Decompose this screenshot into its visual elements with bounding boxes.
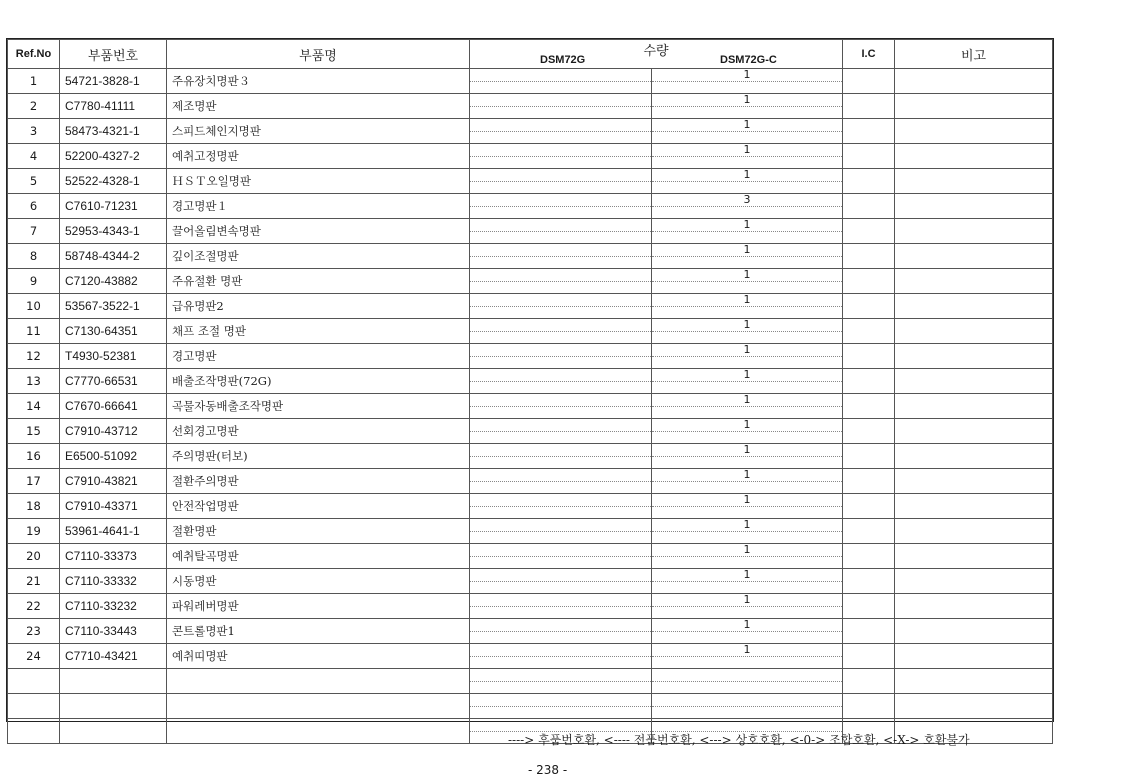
ref-no-cell: 4: [8, 144, 60, 169]
ic-cell: [843, 244, 895, 269]
ic-cell: [843, 144, 895, 169]
ref-no-cell: [8, 694, 60, 719]
ic-cell: [843, 694, 895, 719]
ref-no-cell: 3: [8, 119, 60, 144]
parts-table-frame: [6, 38, 1054, 722]
ref-no-cell: 14: [8, 394, 60, 419]
qty-dsm72g-c-cell: 1: [652, 644, 843, 669]
remarks-cell: [895, 619, 1053, 644]
part-no-cell: 54721-3828-1: [60, 69, 167, 94]
part-name-cell: 주의명판(터보): [167, 444, 470, 469]
qty-dsm72g-c-cell: 1: [652, 94, 843, 119]
table-header-row: [8, 40, 1053, 69]
part-name-cell: 경고명판: [167, 344, 470, 369]
part-name-cell: 채프 조절 명판: [167, 319, 470, 344]
table-row: [8, 319, 1053, 344]
ref-no-cell: 17: [8, 469, 60, 494]
ref-no-cell: 5: [8, 169, 60, 194]
remarks-cell: [895, 319, 1053, 344]
qty-dsm72g-c-cell: 1: [652, 69, 843, 94]
remarks-cell: [895, 569, 1053, 594]
part-name-cell: 곡물자동배출조작명판: [167, 394, 470, 419]
remarks-cell: [895, 69, 1053, 94]
remarks-cell: [895, 669, 1053, 694]
header-model-1: DSM72G: [540, 54, 586, 66]
ref-no-cell: 7: [8, 219, 60, 244]
remarks-cell: [895, 144, 1053, 169]
qty-dsm72g-c-cell: 1: [652, 119, 843, 144]
qty-dsm72g-cell: [470, 544, 652, 569]
table-row: [8, 419, 1053, 444]
qty-dsm72g-c-cell: 1: [652, 494, 843, 519]
parts-table-body: [8, 69, 1053, 744]
part-name-cell: 깊이조절명판: [167, 244, 470, 269]
ic-cell: [843, 469, 895, 494]
ic-cell: [843, 644, 895, 669]
qty-dsm72g-c-cell: 1: [652, 419, 843, 444]
part-no-cell: 58473-4321-1: [60, 119, 167, 144]
header-quantity-group: [470, 40, 843, 69]
ref-no-cell: [8, 719, 60, 744]
ic-cell: [843, 219, 895, 244]
part-name-cell: [167, 719, 470, 744]
ic-cell: [843, 544, 895, 569]
part-no-cell: C7120-43882: [60, 269, 167, 294]
ic-cell: [843, 194, 895, 219]
part-name-cell: 주유장치명판３: [167, 69, 470, 94]
part-no-cell: C7770-66531: [60, 369, 167, 394]
ic-cell: [843, 344, 895, 369]
table-row: [8, 469, 1053, 494]
qty-dsm72g-c-cell: [652, 669, 843, 694]
table-row: [8, 69, 1053, 94]
part-name-cell: ＨＳＴ오일명판: [167, 169, 470, 194]
qty-dsm72g-cell: [470, 644, 652, 669]
remarks-cell: [895, 219, 1053, 244]
ic-cell: [843, 269, 895, 294]
table-row: [8, 194, 1053, 219]
qty-dsm72g-c-cell: [652, 694, 843, 719]
ref-no-cell: 20: [8, 544, 60, 569]
ic-cell: [843, 419, 895, 444]
part-no-cell: C7910-43371: [60, 494, 167, 519]
ic-cell: [843, 94, 895, 119]
part-name-cell: 안전작업명판: [167, 494, 470, 519]
ref-no-cell: 23: [8, 619, 60, 644]
part-name-cell: 예취탈곡명판: [167, 544, 470, 569]
part-no-cell: 53961-4641-1: [60, 519, 167, 544]
header-quantity: 수량: [643, 44, 669, 59]
ref-no-cell: 11: [8, 319, 60, 344]
header-part-name: 부품명: [167, 40, 470, 69]
qty-dsm72g-cell: [470, 69, 652, 94]
qty-dsm72g-c-cell: 1: [652, 619, 843, 644]
qty-dsm72g-c-cell: 1: [652, 294, 843, 319]
qty-dsm72g-cell: [470, 144, 652, 169]
qty-dsm72g-cell: [470, 244, 652, 269]
qty-dsm72g-cell: [470, 319, 652, 344]
ref-no-cell: 1: [8, 69, 60, 94]
ic-cell: [843, 294, 895, 319]
part-no-cell: 58748-4344-2: [60, 244, 167, 269]
parts-table: [7, 39, 1053, 744]
ref-no-cell: 18: [8, 494, 60, 519]
remarks-cell: [895, 294, 1053, 319]
remarks-cell: [895, 519, 1053, 544]
part-name-cell: 주유절환 명판: [167, 269, 470, 294]
part-no-cell: C7780-41111: [60, 94, 167, 119]
page-number: - 238 -: [528, 763, 568, 777]
remarks-cell: [895, 444, 1053, 469]
qty-dsm72g-c-cell: 1: [652, 244, 843, 269]
table-row: [8, 244, 1053, 269]
remarks-cell: [895, 694, 1053, 719]
part-name-cell: 배출조작명판(72G): [167, 369, 470, 394]
ic-cell: [843, 569, 895, 594]
part-name-cell: 예취고정명판: [167, 144, 470, 169]
ic-cell: [843, 519, 895, 544]
part-no-cell: 52200-4327-2: [60, 144, 167, 169]
part-no-cell: T4930-52381: [60, 344, 167, 369]
part-name-cell: 끌어올림변속명판: [167, 219, 470, 244]
qty-dsm72g-cell: [470, 469, 652, 494]
table-row: [8, 94, 1053, 119]
table-row: [8, 569, 1053, 594]
ref-no-cell: 19: [8, 519, 60, 544]
part-no-cell: 53567-3522-1: [60, 294, 167, 319]
ref-no-cell: 24: [8, 644, 60, 669]
remarks-cell: [895, 544, 1053, 569]
part-name-cell: [167, 694, 470, 719]
qty-dsm72g-cell: [470, 619, 652, 644]
table-row: [8, 169, 1053, 194]
remarks-cell: [895, 194, 1053, 219]
table-row: [8, 344, 1053, 369]
part-no-cell: C7110-33373: [60, 544, 167, 569]
header-part-no: 부품번호: [60, 40, 167, 69]
qty-dsm72g-cell: [470, 494, 652, 519]
part-name-cell: 선회경고명판: [167, 419, 470, 444]
remarks-cell: [895, 469, 1053, 494]
table-row: [8, 544, 1053, 569]
ref-no-cell: 16: [8, 444, 60, 469]
remarks-cell: [895, 394, 1053, 419]
part-name-cell: 절환명판: [167, 519, 470, 544]
table-row: [8, 619, 1053, 644]
qty-dsm72g-cell: [470, 294, 652, 319]
ref-no-cell: [8, 669, 60, 694]
qty-dsm72g-c-cell: 1: [652, 444, 843, 469]
part-no-cell: C7910-43821: [60, 469, 167, 494]
part-no-cell: C7130-64351: [60, 319, 167, 344]
qty-dsm72g-cell: [470, 419, 652, 444]
ic-cell: [843, 494, 895, 519]
qty-dsm72g-cell: [470, 569, 652, 594]
qty-dsm72g-cell: [470, 394, 652, 419]
qty-dsm72g-c-cell: 1: [652, 369, 843, 394]
remarks-cell: [895, 344, 1053, 369]
part-name-cell: 파워레버명판: [167, 594, 470, 619]
part-no-cell: [60, 669, 167, 694]
qty-dsm72g-cell: [470, 669, 652, 694]
ref-no-cell: 2: [8, 94, 60, 119]
qty-dsm72g-c-cell: 1: [652, 594, 843, 619]
part-no-cell: C7910-43712: [60, 419, 167, 444]
ic-cell: [843, 169, 895, 194]
table-row: [8, 519, 1053, 544]
part-no-cell: C7610-71231: [60, 194, 167, 219]
table-row: [8, 369, 1053, 394]
interchange-legend: ----> 후품번호환, <---- 전품번호환, <---> 상호호환, <-0-> 조합호환, <-X-> 호환불가: [508, 733, 970, 747]
qty-dsm72g-c-cell: 1: [652, 569, 843, 594]
ref-no-cell: 13: [8, 369, 60, 394]
ref-no-cell: 8: [8, 244, 60, 269]
ref-no-cell: 21: [8, 569, 60, 594]
part-no-cell: C7710-43421: [60, 644, 167, 669]
ic-cell: [843, 594, 895, 619]
remarks-cell: [895, 369, 1053, 394]
remarks-cell: [895, 169, 1053, 194]
ref-no-cell: 22: [8, 594, 60, 619]
ic-cell: [843, 394, 895, 419]
part-no-cell: C7670-66641: [60, 394, 167, 419]
ic-cell: [843, 69, 895, 94]
qty-dsm72g-c-cell: 1: [652, 169, 843, 194]
ref-no-cell: 12: [8, 344, 60, 369]
table-row: [8, 294, 1053, 319]
part-no-cell: 52953-4343-1: [60, 219, 167, 244]
part-name-cell: 시동명판: [167, 569, 470, 594]
header-ic: I.C: [843, 40, 895, 69]
remarks-cell: [895, 419, 1053, 444]
table-row: [8, 694, 1053, 719]
header-ref-no: Ref.No: [8, 40, 60, 69]
part-no-cell: C7110-33232: [60, 594, 167, 619]
ic-cell: [843, 369, 895, 394]
part-no-cell: E6500-51092: [60, 444, 167, 469]
qty-dsm72g-c-cell: 1: [652, 144, 843, 169]
remarks-cell: [895, 594, 1053, 619]
remarks-cell: [895, 94, 1053, 119]
qty-dsm72g-c-cell: 3: [652, 194, 843, 219]
part-no-cell: C7110-33443: [60, 619, 167, 644]
qty-dsm72g-cell: [470, 119, 652, 144]
qty-dsm72g-cell: [470, 369, 652, 394]
header-remarks: 비고: [895, 40, 1053, 69]
ref-no-cell: 9: [8, 269, 60, 294]
ic-cell: [843, 444, 895, 469]
qty-dsm72g-cell: [470, 519, 652, 544]
qty-dsm72g-c-cell: 1: [652, 469, 843, 494]
table-row: [8, 219, 1053, 244]
part-name-cell: 경고명판１: [167, 194, 470, 219]
part-no-cell: [60, 694, 167, 719]
remarks-cell: [895, 244, 1053, 269]
table-row: [8, 144, 1053, 169]
qty-dsm72g-cell: [470, 194, 652, 219]
qty-dsm72g-c-cell: 1: [652, 269, 843, 294]
qty-dsm72g-c-cell: 1: [652, 394, 843, 419]
qty-dsm72g-cell: [470, 594, 652, 619]
qty-dsm72g-c-cell: 1: [652, 519, 843, 544]
table-row: [8, 494, 1053, 519]
part-name-cell: 예취띠명판: [167, 644, 470, 669]
qty-dsm72g-c-cell: 1: [652, 344, 843, 369]
ref-no-cell: 10: [8, 294, 60, 319]
part-name-cell: 스피드체인지명판: [167, 119, 470, 144]
remarks-cell: [895, 494, 1053, 519]
qty-dsm72g-cell: [470, 94, 652, 119]
qty-dsm72g-cell: [470, 169, 652, 194]
part-no-cell: C7110-33332: [60, 569, 167, 594]
remarks-cell: [895, 269, 1053, 294]
qty-dsm72g-cell: [470, 219, 652, 244]
part-name-cell: 급유명판2: [167, 294, 470, 319]
part-no-cell: 52522-4328-1: [60, 169, 167, 194]
remarks-cell: [895, 119, 1053, 144]
table-row: [8, 119, 1053, 144]
qty-dsm72g-cell: [470, 444, 652, 469]
table-row: [8, 444, 1053, 469]
qty-dsm72g-c-cell: 1: [652, 219, 843, 244]
ic-cell: [843, 669, 895, 694]
qty-dsm72g-cell: [470, 269, 652, 294]
qty-dsm72g-c-cell: 1: [652, 544, 843, 569]
header-model-2: DSM72G-C: [720, 54, 777, 66]
table-row: [8, 394, 1053, 419]
table-row: [8, 669, 1053, 694]
table-row: [8, 594, 1053, 619]
part-no-cell: [60, 719, 167, 744]
ic-cell: [843, 319, 895, 344]
part-name-cell: 콘트롤명판1: [167, 619, 470, 644]
qty-dsm72g-c-cell: 1: [652, 319, 843, 344]
qty-dsm72g-cell: [470, 344, 652, 369]
ref-no-cell: 6: [8, 194, 60, 219]
part-name-cell: 제조명판: [167, 94, 470, 119]
ic-cell: [843, 619, 895, 644]
remarks-cell: [895, 644, 1053, 669]
ic-cell: [843, 119, 895, 144]
ref-no-cell: 15: [8, 419, 60, 444]
table-row: [8, 269, 1053, 294]
part-name-cell: 절환주의명판: [167, 469, 470, 494]
table-row: [8, 644, 1053, 669]
part-name-cell: [167, 669, 470, 694]
qty-dsm72g-cell: [470, 694, 652, 719]
